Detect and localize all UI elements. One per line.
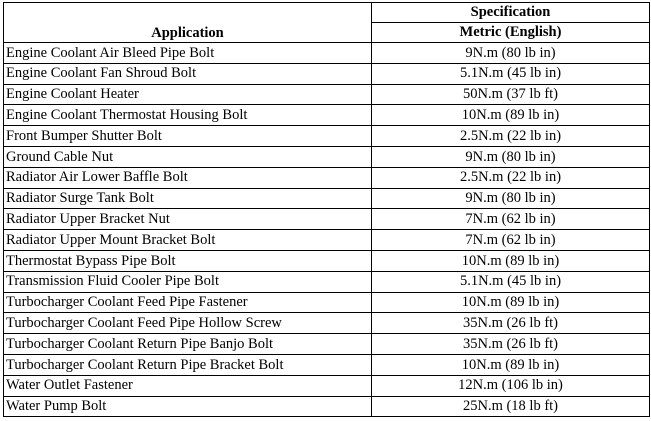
application-cell: Radiator Surge Tank Bolt <box>4 188 372 209</box>
table-row <box>4 84 650 105</box>
spec-cell: 10N.m (89 lb in) <box>372 292 650 313</box>
table-row <box>4 292 650 313</box>
application-cell: Radiator Upper Bracket Nut <box>4 209 372 230</box>
spec-cell: 2.5N.m (22 lb in) <box>372 167 650 188</box>
spec-cell: 25N.m (18 lb ft) <box>372 396 650 417</box>
table-row <box>4 105 650 126</box>
table-row <box>4 271 650 292</box>
spec-cell: 50N.m (37 lb ft) <box>372 84 650 105</box>
application-cell: Transmission Fluid Cooler Pipe Bolt <box>4 271 372 292</box>
spec-cell: 12N.m (106 lb in) <box>372 375 650 396</box>
application-cell: Turbocharger Coolant Return Pipe Banjo Bolt <box>4 334 372 355</box>
table-row <box>4 230 650 251</box>
table-row <box>4 334 650 355</box>
table-row <box>4 375 650 396</box>
application-cell: Ground Cable Nut <box>4 146 372 167</box>
spec-cell: 10N.m (89 lb in) <box>372 354 650 375</box>
table-row <box>4 188 650 209</box>
application-cell: Engine Coolant Air Bleed Pipe Bolt <box>4 43 372 64</box>
table-row <box>4 250 650 271</box>
spec-cell: 35N.m (26 lb ft) <box>372 313 650 334</box>
table-row <box>4 126 650 147</box>
spec-cell: 10N.m (89 lb in) <box>372 105 650 126</box>
application-cell: Engine Coolant Thermostat Housing Bolt <box>4 105 372 126</box>
spec-cell: 7N.m (62 lb in) <box>372 209 650 230</box>
spec-cell: 9N.m (80 lb in) <box>372 188 650 209</box>
table-row <box>4 209 650 230</box>
table-row <box>4 354 650 375</box>
application-cell: Radiator Upper Mount Bracket Bolt <box>4 230 372 251</box>
application-cell: Turbocharger Coolant Feed Pipe Hollow Screw <box>4 313 372 334</box>
units-header: Metric (English) <box>372 23 650 43</box>
table-row <box>4 313 650 334</box>
spec-cell: 10N.m (89 lb in) <box>372 250 650 271</box>
spec-cell: 5.1N.m (45 lb in) <box>372 63 650 84</box>
spec-cell: 7N.m (62 lb in) <box>372 230 650 251</box>
specification-header: Specification <box>372 3 650 23</box>
application-cell: Water Outlet Fastener <box>4 375 372 396</box>
application-cell: Thermostat Bypass Pipe Bolt <box>4 250 372 271</box>
application-cell: Turbocharger Coolant Return Pipe Bracket Bolt <box>4 354 372 375</box>
table-row <box>4 43 650 64</box>
application-cell: Engine Coolant Heater <box>4 84 372 105</box>
table-row <box>4 63 650 84</box>
spec-cell: 35N.m (26 lb ft) <box>372 334 650 355</box>
spec-cell: 2.5N.m (22 lb in) <box>372 126 650 147</box>
table-row <box>4 146 650 167</box>
spec-cell: 5.1N.m (45 lb in) <box>372 271 650 292</box>
application-header: Application <box>4 3 372 43</box>
application-cell: Front Bumper Shutter Bolt <box>4 126 372 147</box>
application-cell: Water Pump Bolt <box>4 396 372 417</box>
spec-cell: 9N.m (80 lb in) <box>372 43 650 64</box>
torque-spec-table <box>3 2 650 417</box>
spec-cell: 9N.m (80 lb in) <box>372 146 650 167</box>
table-row <box>4 167 650 188</box>
application-cell: Turbocharger Coolant Feed Pipe Fastener <box>4 292 372 313</box>
application-cell: Engine Coolant Fan Shroud Bolt <box>4 63 372 84</box>
table-row <box>4 396 650 417</box>
application-cell: Radiator Air Lower Baffle Bolt <box>4 167 372 188</box>
